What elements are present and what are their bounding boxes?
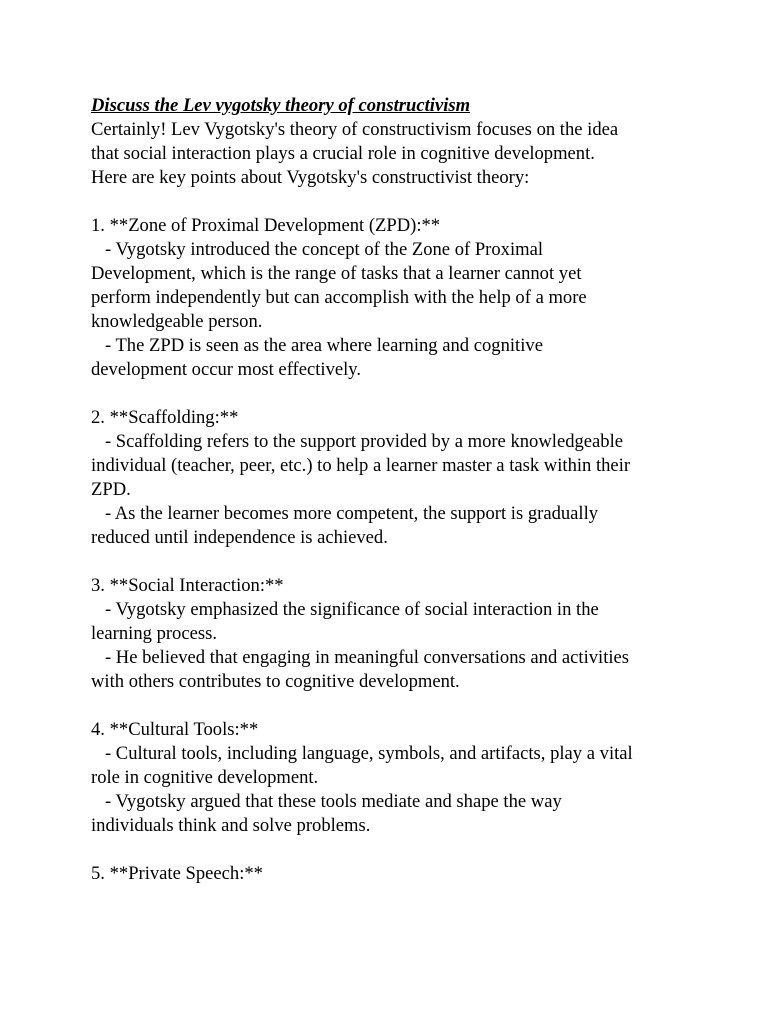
section-heading: 3. **Social Interaction:** <box>91 575 284 596</box>
section-line: development occur most effectively. <box>91 359 362 380</box>
section-line: - As the learner becomes more competent, the support is gradually <box>91 503 599 524</box>
section-heading: 2. **Scaffolding:** <box>91 407 239 428</box>
section-line: perform independently but can accomplish with the help of a more <box>91 287 587 308</box>
intro-line: Certainly! Lev Vygotsky's theory of constructivism focuses on the idea <box>91 119 619 140</box>
section-line: ZPD. <box>91 479 131 500</box>
section-line: knowledgeable person. <box>91 311 263 332</box>
section-line: - Vygotsky introduced the concept of the Zone of Proximal <box>91 239 544 260</box>
section-line: - He believed that engaging in meaningful conversations and activities <box>91 647 630 668</box>
section-line: reduced until independence is achieved. <box>91 527 388 548</box>
section-heading: 5. **Private Speech:** <box>91 863 263 884</box>
blank-line <box>91 694 731 718</box>
blank-line <box>91 550 731 574</box>
intro-line: that social interaction plays a crucial role in cognitive development. <box>91 143 595 164</box>
section-line: with others contributes to cognitive development. <box>91 671 460 692</box>
section-line: - Cultural tools, including language, symbols, and artifacts, play a vital <box>91 743 633 764</box>
section-scaffolding <box>91 406 731 550</box>
section-zpd <box>91 214 731 382</box>
document-title: Discuss the Lev vygotsky theory of constructivism <box>91 95 471 116</box>
section-social-interaction <box>91 574 731 694</box>
section-line: individual (teacher, peer, etc.) to help a learner master a task within their <box>91 455 631 476</box>
blank-line <box>91 382 731 406</box>
section-line: - The ZPD is seen as the area where learning and cognitive <box>91 335 543 356</box>
section-line: - Vygotsky argued that these tools mediate and shape the way <box>91 791 562 812</box>
section-line: - Scaffolding refers to the support provided by a more knowledgeable <box>91 431 624 452</box>
section-line: Development, which is the range of tasks that a learner cannot yet <box>91 263 582 284</box>
section-line: learning process. <box>91 623 217 644</box>
section-line: - Vygotsky emphasized the significance of social interaction in the <box>91 599 599 620</box>
section-private-speech <box>91 862 731 886</box>
blank-line <box>91 190 731 214</box>
section-cultural-tools <box>91 718 731 838</box>
section-line: individuals think and solve problems. <box>91 815 371 836</box>
blank-line <box>91 838 731 862</box>
document-page <box>91 94 731 886</box>
intro-paragraph <box>91 118 731 190</box>
section-line: role in cognitive development. <box>91 767 319 788</box>
section-heading: 1. **Zone of Proximal Development (ZPD):** <box>91 215 441 236</box>
intro-line: Here are key points about Vygotsky's constructivist theory: <box>91 167 530 188</box>
section-heading: 4. **Cultural Tools:** <box>91 719 259 740</box>
